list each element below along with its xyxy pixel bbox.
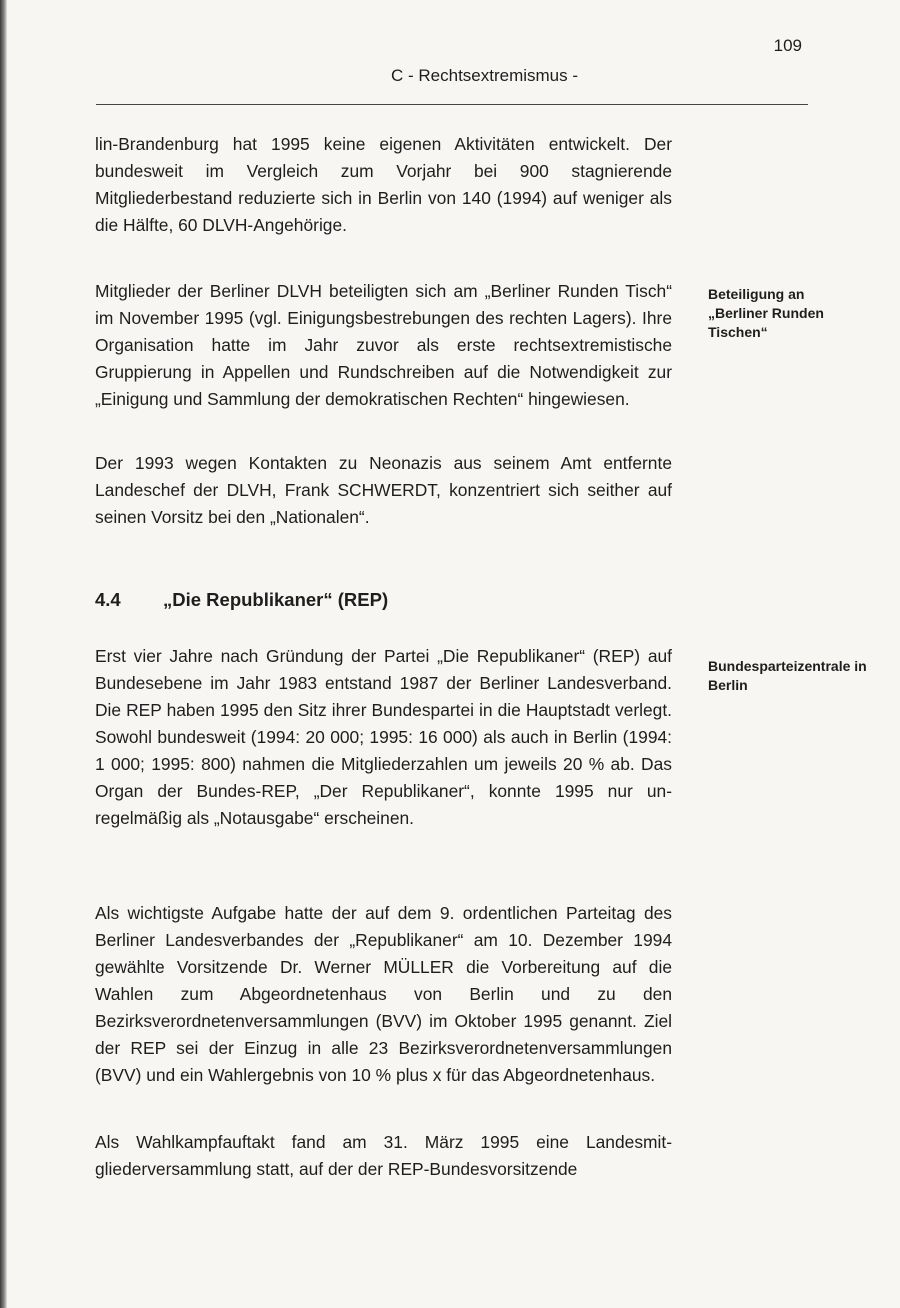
- paragraph-text: Der 1993 wegen Kontakten zu Neonazis aus seinem Amt entfernte Landeschef der DLVH, Frank SCHWERDT, konzentriert sich seither auf seinen Vorsitz bei den „Nationalen“.: [95, 453, 672, 527]
- margin-note-runde-tische: Beteiligung an „Berliner Runden Tischen“: [708, 286, 824, 340]
- section-heading: [95, 589, 388, 611]
- paragraph-text: Als wichtigste Aufgabe hatte der auf dem 9. ordentlichen Parteitag des Berliner Landesverbandes der „Republikaner“ am 10. Dezember 1994 gewählte Vorsitzende Dr. Werner MÜLLER die Vorbereitung auf die Wahlen zum Abgeordnetenhaus von Berlin und zu den Bezirksverordnetenversammlungen (BVV) im Oktober 1995 genannt. Ziel der REP sei der Einzug in alle 23 Bezirksverordnetenversammlungen (BVV) und ein Wahlergebnis von 10 % plus x für das Abgeordnetenhaus.: [95, 903, 672, 1085]
- paragraph-campaign-start: [95, 1129, 672, 1183]
- paragraph-runder-tisch: [95, 278, 672, 413]
- running-header: C - Rechtsextremismus -: [391, 66, 579, 85]
- section-title: „Die Republikaner“ (REP): [163, 589, 389, 610]
- section-number: 4.4: [95, 589, 121, 610]
- paragraph-rep-history: [95, 643, 672, 832]
- margin-note-bundesparteizentrale: Bundesparteizentrale in Berlin: [708, 658, 867, 693]
- paragraph-text: lin-Brandenburg hat 1995 keine eigenen Aktivitäten entwickelt. Der bundesweit im Vergleich zum Vorjahr bei 900 stagnierende Mitgliederbestand reduzierte sich in Berlin von 140 (1994) auf weniger als die Hälfte, 60 DLVH-Angehörige.: [95, 134, 672, 235]
- paragraph-text: Als Wahlkampfauftakt fand am 31. März 1995 eine Landesmitgliederversammlung statt, auf der der REP-Bundesvorsitzende: [95, 1132, 672, 1179]
- header-rule: [96, 104, 808, 105]
- paragraph-rep-election-goals: [95, 900, 672, 1089]
- paragraph-dlvh-activity: [95, 131, 672, 239]
- page-number: 109: [773, 36, 802, 55]
- paragraph-text: Mitglieder der Berliner DLVH beteiligten sich am „Berliner Runden Tisch“ im November 1995 (vgl. Einigungsbestrebungen des rechten Lagers). Ihre Organisation hatte im Jahr zuvor als erste rechtsextremistische Gruppierung in Appellen und Rundschreiben auf die Notwendigkeit zur „Einigung und Sammlung der demokratischen Rechten“ hingewiesen.: [95, 281, 672, 409]
- paragraph-schwerdt: [95, 450, 672, 531]
- paragraph-text: Erst vier Jahre nach Gründung der Partei „Die Republikaner“ (REP) auf Bundesebene im Jahr 1983 entstand 1987 der Berliner Landesverband. Die REP haben 1995 den Sitz ihrer Bundespartei in die Hauptstadt verlegt. Sowohl bundesweit (1994: 20 000; 1995: 16 000) als auch in Berlin (1994: 1 000; 1995: 800) nahmen die Mitgliederzahlen um jeweils 20 % ab. Das Organ der Bundes-REP, „Der Republikaner“, konnte 1995 nur unregelmäßig als „Notausgabe“ erscheinen.: [95, 646, 672, 828]
- binding-edge: [0, 0, 7, 1308]
